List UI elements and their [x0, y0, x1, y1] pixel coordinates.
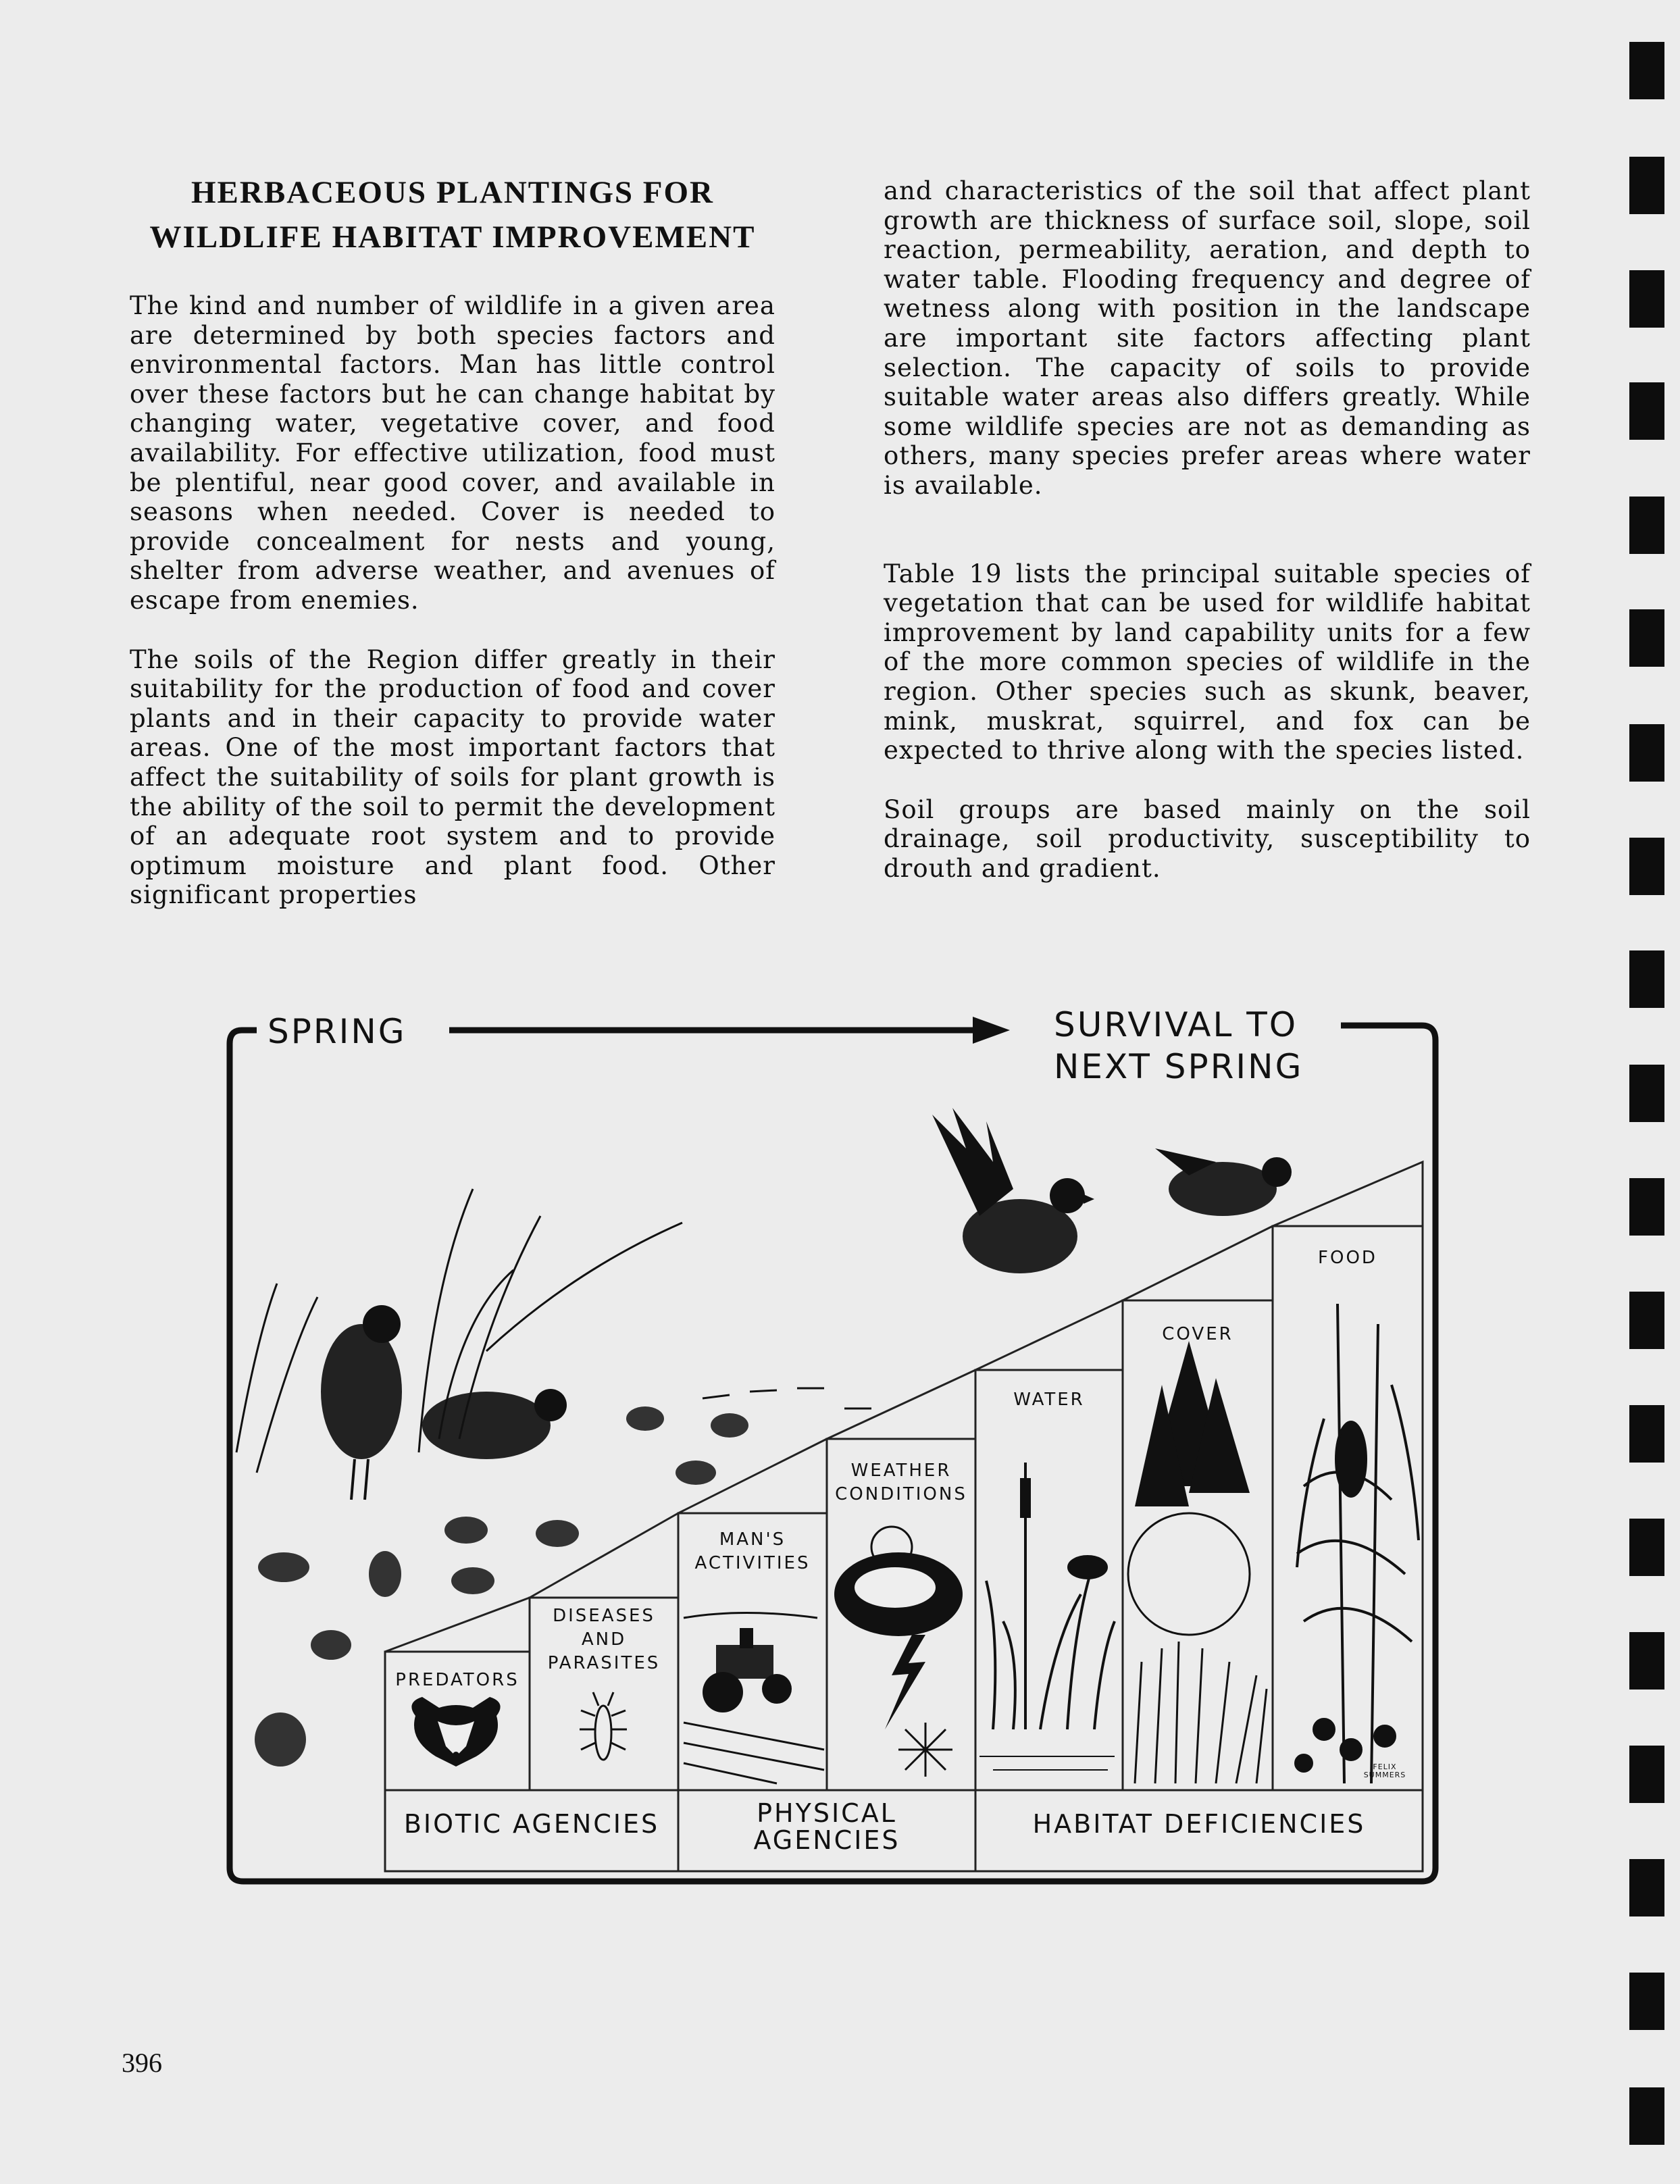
group-label-biotic: BIOTIC AGENCIES: [403, 1809, 660, 1839]
end-label: [1054, 1004, 1303, 1088]
paragraph: Table 19 lists the principal suitable species of vegetation that can be used for wildlife habitat improvement by land capability units for a few of the more common species of wildlife in the region. Other species such as skunk, beaver, mink, muskrat, squirrel, and fox can be expected to thrive along with the species listed.: [884, 559, 1531, 765]
group-label-habitat: HABITAT DEFICIENCIES: [1032, 1809, 1366, 1839]
label-food: FOOD: [1318, 1248, 1377, 1268]
staircase: [385, 1162, 1423, 1871]
cattail-reeds-icon: [979, 1463, 1115, 1770]
artist-signature: FELIX SUMMERS: [1363, 1762, 1406, 1779]
step-food: [1273, 1226, 1423, 1790]
paragraph: and characteristics of the soil that affect plant growth are thickness of surface soil, slope, soil reaction, permeability, aeration, and depth to water table. Flooding frequency and degree of wetness along with position in the landscape are important site factors affecting plant selection. The capacity of soils to provide suitable water areas also differs greatly. While some wildlife species are not as demanding as others, many species prefer areas where water is available.: [884, 176, 1531, 500]
flying-quail-icon: [932, 1108, 1292, 1273]
weather-icon: [834, 1527, 963, 1777]
label-mans-line-2: ACTIVITIES: [694, 1553, 811, 1573]
label-diseases-line-1: DISEASES: [553, 1606, 655, 1626]
tractor-icon: [684, 1613, 824, 1784]
label-water: WATER: [1013, 1390, 1085, 1410]
paragraph: Soil groups are based mainly on the soil drainage, soil productivity, susceptibility to drouth and gradient.: [884, 794, 1531, 883]
group-label-physical-line-2: AGENCIES: [753, 1825, 900, 1855]
label-diseases-line-3: PARASITES: [547, 1653, 661, 1673]
label-weather-line-1: WEATHER: [850, 1461, 952, 1481]
start-label: SPRING: [268, 1012, 407, 1051]
diagram-frame: [230, 1025, 1435, 1881]
group-label-physical: [678, 1800, 975, 1854]
label-diseases-line-2: AND: [581, 1629, 627, 1650]
label-mans-line-1: MAN'S: [719, 1529, 786, 1550]
title-line-2: WILDLIFE HABITAT IMPROVEMENT: [149, 220, 756, 255]
parasite-bug-icon: [580, 1692, 627, 1760]
end-label-line-1: SURVIVAL TO: [1054, 1005, 1298, 1044]
title-line-1: HERBACEOUS PLANTINGS FOR: [191, 175, 714, 210]
page-number: 396: [122, 2048, 162, 2078]
label-predators: PREDATORS: [395, 1670, 519, 1690]
label-diseases: [530, 1604, 678, 1675]
paragraph: The soils of the Region differ greatly in their suitability for the production of food and cover plants and in their capacity to provide water areas. One of the most important factors that affect the suitability of soils for plant growth is the ability of the soil to permit the development of an adequate root system and to provide optimum moisture and plant food. Other significant properties: [130, 644, 775, 910]
label-mans-activities: [678, 1528, 827, 1575]
end-label-line-2: NEXT SPRING: [1054, 1047, 1304, 1086]
label-weather: [827, 1459, 975, 1506]
corn-plants-icon: [1296, 1304, 1419, 1783]
label-cover: COVER: [1162, 1324, 1233, 1344]
fox-face-icon: [411, 1697, 500, 1767]
step-water: [975, 1370, 1123, 1790]
trees-shrubs-icon: [1128, 1341, 1267, 1783]
paragraph: The kind and number of wildlife in a given area are determined by both species factors and environmental factors. Man has little control over these factors but he can change habitat by changing water, vegetative cover, and food availability. For effective utilization, food must be plentiful, near good cover, and available in seasons when needed. Cover is needed to provide concealment for nests and young, shelter from adverse weather, and avenues of escape from enemies.: [130, 291, 775, 615]
arrow-head-icon: [973, 1017, 1010, 1044]
group-label-physical-line-1: PHYSICAL: [757, 1798, 897, 1828]
label-weather-line-2: CONDITIONS: [835, 1484, 967, 1504]
